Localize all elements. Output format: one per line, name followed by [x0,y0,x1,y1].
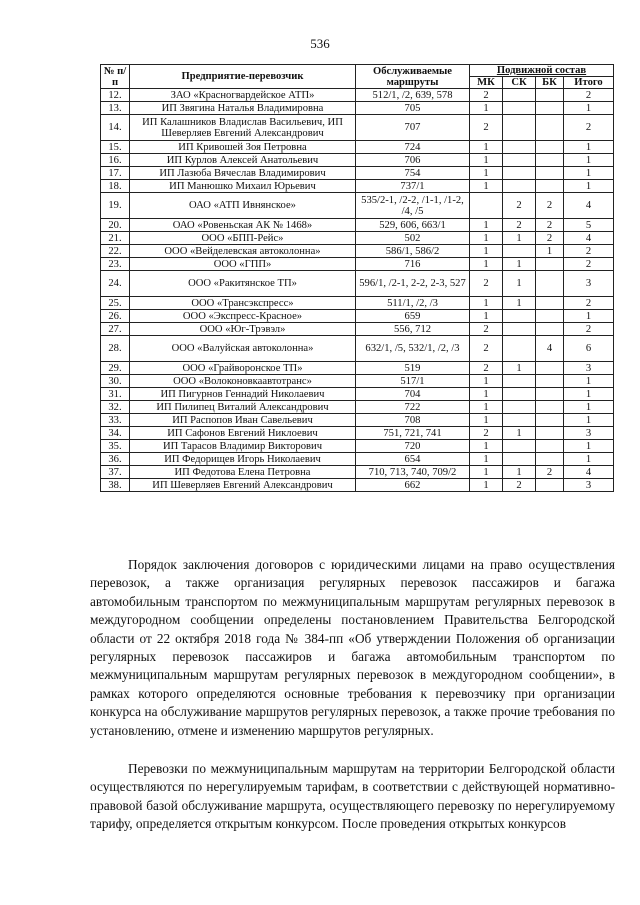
sk-cell: 1 [503,297,536,310]
carrier-name: ИП Звягина Наталья Владимировна [130,102,356,115]
sk-cell [503,440,536,453]
header-total: Итого [564,77,614,89]
row-number: 28. [101,336,130,362]
header-mk: МК [470,77,503,89]
row-number: 29. [101,362,130,375]
row-number: 31. [101,388,130,401]
sk-cell [503,310,536,323]
row-number: 18. [101,180,130,193]
routes-cell: 535/2-1, /2-2, /1-1, /1-2, /4, /5 [356,193,470,219]
bk-cell [536,414,564,427]
routes-cell: 519 [356,362,470,375]
routes-cell: 517/1 [356,375,470,388]
carrier-name: ОАО «Ровеньская АК № 1468» [130,219,356,232]
paragraph-2-text: Перевозки по межмуниципальным маршрутам на территории Белгородской области осуществляются по нерегулируемым тарифам, в соответствии с действующей нормативно-правовой базой обслуживание маршрута, осуществляющего перевозку по нерегулируемому тарифу, определяется открытым конкурсом. После проведения открытых конкурсов [90,761,615,832]
row-number: 27. [101,323,130,336]
routes-cell: 751, 721, 741 [356,427,470,440]
carrier-name: ИП Федорищев Игорь Николаевич [130,453,356,466]
table-row [101,141,614,154]
bk-cell [536,427,564,440]
table-row [101,232,614,245]
table-row [101,271,614,297]
table-row [101,89,614,102]
bk-cell [536,323,564,336]
paragraph-1 [90,556,615,740]
mk-cell: 1 [470,232,503,245]
sk-cell [503,336,536,362]
total-cell: 1 [564,375,614,388]
bk-cell [536,141,564,154]
total-cell: 2 [564,323,614,336]
routes-cell: 707 [356,115,470,141]
bk-cell: 2 [536,219,564,232]
bk-cell [536,115,564,141]
sk-cell [503,115,536,141]
mk-cell: 1 [470,297,503,310]
table-row [101,414,614,427]
row-number: 33. [101,414,130,427]
carrier-name: ИП Кривошей Зоя Петровна [130,141,356,154]
sk-cell: 1 [503,427,536,440]
sk-cell [503,180,536,193]
routes-cell: 722 [356,401,470,414]
sk-cell [503,414,536,427]
table-row [101,193,614,219]
sk-cell [503,89,536,102]
sk-cell: 1 [503,466,536,479]
mk-cell: 1 [470,167,503,180]
row-number: 22. [101,245,130,258]
table-row [101,310,614,323]
bk-cell [536,310,564,323]
table-row [101,336,614,362]
table-row [101,167,614,180]
carriers-table [100,64,614,492]
bk-cell [536,479,564,492]
total-cell: 1 [564,102,614,115]
table-row [101,453,614,466]
sk-cell: 1 [503,271,536,297]
bk-cell: 2 [536,232,564,245]
sk-cell [503,141,536,154]
carrier-name: ООО «БПП-Рейс» [130,232,356,245]
total-cell: 1 [564,167,614,180]
table-row [101,323,614,336]
mk-cell: 2 [470,89,503,102]
row-number: 25. [101,297,130,310]
carrier-name: ООО «Вейделевская автоколонна» [130,245,356,258]
row-number: 24. [101,271,130,297]
table-row [101,466,614,479]
row-number: 15. [101,141,130,154]
routes-cell: 662 [356,479,470,492]
bk-cell: 2 [536,466,564,479]
bk-cell [536,440,564,453]
header-routes: Обслуживаемые маршруты [356,65,470,89]
total-cell: 5 [564,219,614,232]
bk-cell [536,453,564,466]
header-num: № п/п [101,65,130,89]
total-cell: 4 [564,232,614,245]
mk-cell: 2 [470,271,503,297]
mk-cell: 2 [470,362,503,375]
routes-cell: 704 [356,388,470,401]
routes-cell: 710, 713, 740, 709/2 [356,466,470,479]
mk-cell: 1 [470,310,503,323]
header-carrier: Предприятие-перевозчик [130,65,356,89]
table-row [101,115,614,141]
page-number: 536 [310,36,330,51]
paragraph-2 [90,760,615,834]
table-row [101,362,614,375]
row-number: 20. [101,219,130,232]
routes-cell: 632/1, /5, 532/1, /2, /3 [356,336,470,362]
mk-cell: 2 [470,427,503,440]
bk-cell [536,167,564,180]
total-cell: 2 [564,245,614,258]
routes-cell: 511/1, /2, /3 [356,297,470,310]
mk-cell [470,193,503,219]
sk-cell: 2 [503,479,536,492]
mk-cell: 1 [470,401,503,414]
paragraph-1-text: Порядок заключения договоров с юридическими лицами на право осуществления перевозок, а также организация регулярных перевозок пассажиров и багажа автомобильным транспортом по межмуниципальным маршрутам регулярных перевозок в междугородном сообщении определены постановлением Правительства Белгородской области от 22 октября 2018 года № 384-пп «Об утверждении Положения об организации регулярных перевозок пассажиров и багажа автомобильным транспортом по межмуниципальным маршрутам регулярных перевозок в междугородном сообщении», в рамках которого определяются основные требования к перевозчику при организации конкурса на обслуживание маршрутов регулярных перевозок, а также прочие требования по установлению, отмене и изменению маршрутов регулярных. [90,557,615,738]
carrier-name: ИП Курлов Алексей Анатольевич [130,154,356,167]
table-row [101,375,614,388]
mk-cell: 2 [470,115,503,141]
total-cell: 2 [564,297,614,310]
row-number: 12. [101,89,130,102]
table-row [101,427,614,440]
sk-cell: 1 [503,362,536,375]
sk-cell [503,102,536,115]
sk-cell: 1 [503,232,536,245]
mk-cell: 1 [470,453,503,466]
sk-cell: 2 [503,193,536,219]
bk-cell [536,375,564,388]
sk-cell: 2 [503,219,536,232]
mk-cell: 1 [470,414,503,427]
routes-cell: 705 [356,102,470,115]
routes-cell: 512/1, /2, 639, 578 [356,89,470,102]
mk-cell: 1 [470,466,503,479]
sk-cell: 1 [503,258,536,271]
total-cell: 1 [564,453,614,466]
total-cell: 4 [564,466,614,479]
table-row [101,401,614,414]
carrier-name: ООО «Трансэкспресс» [130,297,356,310]
bk-cell [536,388,564,401]
routes-cell: 556, 712 [356,323,470,336]
carrier-name: ООО «Валуйская автоколонна» [130,336,356,362]
row-number: 21. [101,232,130,245]
routes-cell: 502 [356,232,470,245]
header-rolling-stock: Подвижной состав [470,65,614,77]
mk-cell: 1 [470,102,503,115]
sk-cell [503,401,536,414]
mk-cell: 2 [470,336,503,362]
total-cell: 3 [564,479,614,492]
sk-cell [503,453,536,466]
carrier-name: ИП Распопов Иван Савельевич [130,414,356,427]
table-row [101,479,614,492]
row-number: 26. [101,310,130,323]
total-cell: 1 [564,141,614,154]
table-row [101,219,614,232]
total-cell: 1 [564,154,614,167]
bk-cell [536,180,564,193]
routes-cell: 654 [356,453,470,466]
sk-cell [503,167,536,180]
carrier-name: ИП Пилипец Виталий Александрович [130,401,356,414]
table-row [101,102,614,115]
mk-cell: 1 [470,154,503,167]
mk-cell: 1 [470,245,503,258]
table-row [101,440,614,453]
total-cell: 2 [564,89,614,102]
total-cell: 1 [564,180,614,193]
table-row [101,258,614,271]
table-body [101,89,614,492]
mk-cell: 1 [470,388,503,401]
row-number: 37. [101,466,130,479]
table-row [101,388,614,401]
routes-cell: 724 [356,141,470,154]
bk-cell: 1 [536,245,564,258]
sk-cell [503,375,536,388]
bk-cell: 2 [536,193,564,219]
mk-cell: 1 [470,479,503,492]
total-cell: 1 [564,440,614,453]
total-cell: 6 [564,336,614,362]
routes-cell: 754 [356,167,470,180]
bk-cell [536,154,564,167]
total-cell: 1 [564,401,614,414]
mk-cell: 1 [470,375,503,388]
bk-cell [536,401,564,414]
header-bk: БК [536,77,564,89]
row-number: 14. [101,115,130,141]
carrier-name: ИП Пигурнов Геннадий Николаевич [130,388,356,401]
routes-cell: 529, 606, 663/1 [356,219,470,232]
carrier-name: ООО «Ракитянское ТП» [130,271,356,297]
total-cell: 3 [564,427,614,440]
routes-cell: 720 [356,440,470,453]
carrier-name: ИП Сафонов Евгений Никлоевич [130,427,356,440]
carrier-name: ООО «Юг-Трэвэл» [130,323,356,336]
mk-cell: 1 [470,180,503,193]
row-number: 19. [101,193,130,219]
total-cell: 3 [564,271,614,297]
bk-cell [536,271,564,297]
row-number: 16. [101,154,130,167]
total-cell: 1 [564,414,614,427]
carrier-name: ИП Федотова Елена Петровна [130,466,356,479]
bk-cell: 4 [536,336,564,362]
bk-cell [536,102,564,115]
bk-cell [536,362,564,375]
table-row [101,154,614,167]
mk-cell: 1 [470,440,503,453]
total-cell: 2 [564,258,614,271]
bk-cell [536,297,564,310]
carrier-name: ИП Манюшко Михаил Юрьевич [130,180,356,193]
total-cell: 3 [564,362,614,375]
carrier-name: ООО «Грайворонское ТП» [130,362,356,375]
total-cell: 2 [564,115,614,141]
carrier-name: ООО «ГПП» [130,258,356,271]
sk-cell [503,154,536,167]
row-number: 17. [101,167,130,180]
row-number: 36. [101,453,130,466]
carrier-name: ИП Калашников Владислав Васильевич, ИП Шеверляев Евгений Александрович [130,115,356,141]
routes-cell: 586/1, 586/2 [356,245,470,258]
row-number: 35. [101,440,130,453]
bk-cell [536,258,564,271]
sk-cell [503,245,536,258]
sk-cell [503,388,536,401]
mk-cell: 1 [470,219,503,232]
bk-cell [536,89,564,102]
carrier-name: ИП Шеверляев Евгений Александрович [130,479,356,492]
routes-cell: 737/1 [356,180,470,193]
table-row [101,245,614,258]
row-number: 23. [101,258,130,271]
total-cell: 1 [564,388,614,401]
carrier-name: ООО «Экспресс-Красное» [130,310,356,323]
row-number: 34. [101,427,130,440]
header-sk: СК [503,77,536,89]
carrier-name: ОАО «АТП Ивнянское» [130,193,356,219]
routes-cell: 716 [356,258,470,271]
mk-cell: 1 [470,258,503,271]
routes-cell: 596/1, /2-1, 2-2, 2-3, 527 [356,271,470,297]
routes-cell: 659 [356,310,470,323]
carrier-name: ЗАО «Красногвардейское АТП» [130,89,356,102]
mk-cell: 2 [470,323,503,336]
carrier-name: ИП Лазюба Вячеслав Владимирович [130,167,356,180]
table-row [101,180,614,193]
carrier-name: ИП Тарасов Владимир Викторович [130,440,356,453]
total-cell: 4 [564,193,614,219]
routes-cell: 706 [356,154,470,167]
carrier-name: ООО «Волоконовкаавтотранс» [130,375,356,388]
mk-cell: 1 [470,141,503,154]
total-cell: 1 [564,310,614,323]
row-number: 38. [101,479,130,492]
row-number: 32. [101,401,130,414]
sk-cell [503,323,536,336]
routes-cell: 708 [356,414,470,427]
table-row [101,297,614,310]
row-number: 13. [101,102,130,115]
row-number: 30. [101,375,130,388]
